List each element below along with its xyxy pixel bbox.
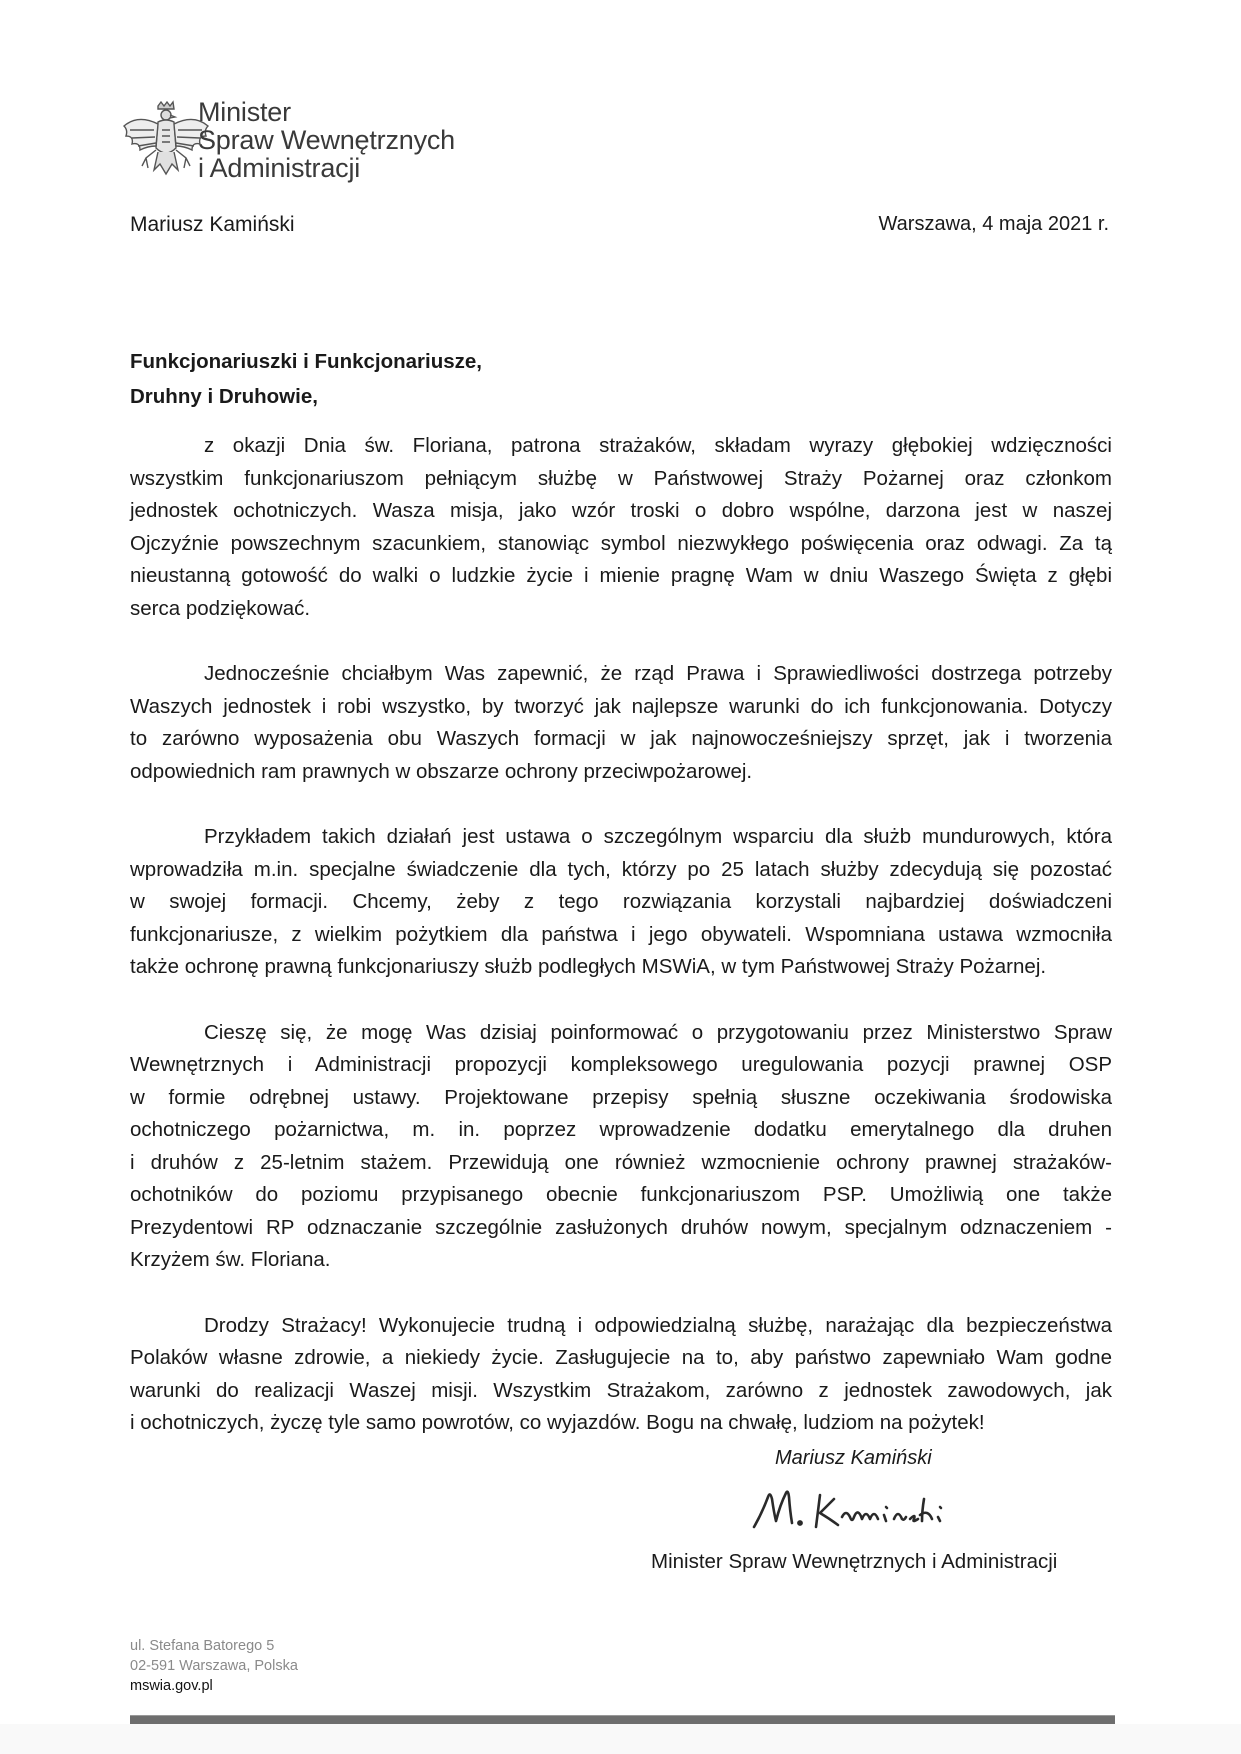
text-line: Drodzy Strażacy! Wykonujecie trudną i odpowiedzialną służbę, narażając dla bezpieczeństwa [204,1313,1112,1337]
salutation-line: Druhny i Druhowie, [130,385,318,408]
text-line: nieustanną gotowość do walki o ludzkie życie i mienie pragnę Wam w dniu Waszego Święta z głębi [130,564,1112,587]
text-line: Cieszę się, że mogę Was dzisiaj poinformować o przygotowaniu przez Ministerstwo Spraw [204,1020,1112,1044]
text-line: Krzyżem św. Floriana. [130,1248,331,1271]
text-line: Jednocześnie chciałbym Was zapewnić, że rząd Prawa i Sprawiedliwości dostrzega potrzeby [204,662,1112,685]
text-line: Przykładem takich działań jest ustawa o szczególnym wsparciu dla służb mundurowych, która [204,825,1112,848]
text-line: wprowadziła m.in. specjalne świadczenie dla tych, którzy po 25 latach służby zdecydują się pozostać [130,857,1112,881]
text-line: Polaków własne zdrowie, a niekiedy życie. Zasługujecie na to, aby państwo zapewniało Wam godne [130,1346,1112,1369]
place-date: Warszawa, 4 maja 2021 r. [878,213,1109,235]
paragraph-3 [130,821,1112,984]
text-line: funkcjonariusze, z wielkim pożytkiem dla państwa i jego obywateli. Wspomniana ustawa wzmocniła [130,922,1112,946]
text-line: w swojej formacji. Chcemy, żeby z tego rozwiązania korzystali najbardziej doświadczeni [130,890,1112,913]
text-line: wszystkim funkcjonariuszom pełniącym służbę w Państwowej Straży Pożarnej oraz członkom [130,466,1112,490]
text-line: z okazji Dnia św. Floriana, patrona strażaków, składam wyrazy głębokiej wdzięczności [204,434,1112,457]
paragraph-5 [130,1310,1112,1440]
handwritten-signature-icon [748,1485,978,1535]
text-line: Wewnętrznych i Administracji propozycji kompleksowego uregulowania pozycji prawnej OSP [130,1053,1112,1076]
text-line: warunki do realizacji Waszej misji. Wszystkim Strażakom, zarówno z jednostek zawodowych, jak [130,1378,1112,1402]
text-line: i druhów z 25-letnim stażem. Przewidują one również wzmocnienie ochrony prawnej strażaków- [130,1150,1112,1174]
page-bottom-margin [0,1724,1241,1754]
address-line: ul. Stefana Batorego 5 [130,1638,275,1654]
salutation [130,344,482,414]
text-line: także ochronę prawną funkcjonariuszy służb podległych MSWiA, w tym Państwowej Straży Pożarnej. [130,955,1047,978]
text-line: serca podziękować. [130,596,311,620]
paragraph-4 [130,1017,1112,1277]
text-line: Prezydentowi RP odznaczanie szczególnie zasłużonych druhów nowym, specjalnym odznaczeniem - [130,1215,1112,1239]
footer-address [130,1636,298,1696]
ministry-name [198,98,455,182]
text-line: Waszych jednostek i robi wszystko, by tworzyć jak najlepsze warunki do ich funkcjonowania. Dotyczy [130,694,1112,718]
website-link[interactable]: mswia.gov.pl [130,1678,213,1694]
text-line: ochotników do poziomu przypisanego obecnie funkcjonariuszom PSP. Umożliwią one także [130,1183,1112,1206]
salutation-line: Funkcjonariuszki i Funkcjonariusze, [130,350,482,373]
paragraph-1 [130,430,1112,625]
address-line: 02-591 Warszawa, Polska [130,1658,298,1674]
sender-name: Mariusz Kamiński [130,213,295,236]
text-line: odpowiednich ram prawnych w obszarze ochrony przeciwpożarowej. [130,759,753,783]
letter-body [130,430,1112,1473]
signatory-name: Mariusz Kamiński [775,1447,932,1469]
signatory-title: Minister Spraw Wewnętrznych i Administracji [651,1550,1058,1573]
text-line: i ochotniczych, życzę tyle samo powrotów, co wyjazdów. Bogu na chwałę, ludziom na pożytek! [130,1411,985,1434]
text-line: Ojczyźnie powszechnym szacunkiem, stanowiąc symbol niezwykłego poświęcenia oraz odwagi. Za tą [130,531,1112,555]
ministry-name-line: Minister [198,97,291,127]
ministry-name-line: i Administracji [198,153,361,183]
text-line: ochotniczego pożarnictwa, m. in. poprzez wprowadzenie dodatku emerytalnego dla druhen [130,1118,1112,1141]
ministry-name-line: Spraw Wewnętrznych [198,125,456,155]
text-line: jednostek ochotniczych. Wasza misja, jako wzór troski o dobro wspólne, darzona jest w naszej [130,499,1112,522]
text-line: w formie odrębnej ustawy. Projektowane przepisy spełnią słuszne oczekiwania środowiska [130,1085,1112,1109]
text-line: to zarówno wyposażenia obu Waszych formacji w jak najnowocześniejszy sprzęt, jak i tworzenia [130,727,1112,750]
paragraph-2 [130,658,1112,788]
